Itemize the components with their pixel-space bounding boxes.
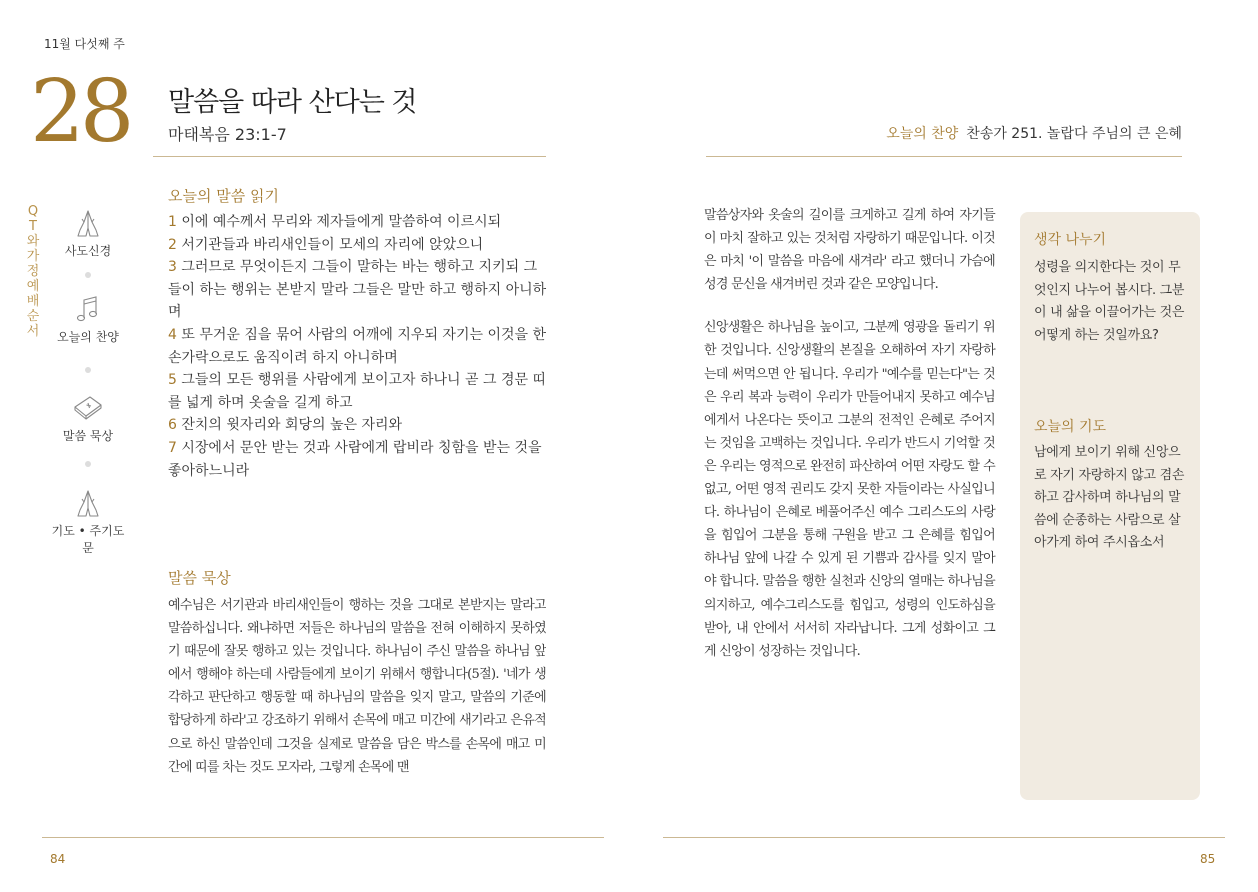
step-divider-dot [85, 461, 91, 467]
sidebar-vertical-label: QT와 가정예배 순서 [26, 204, 44, 339]
page-number-right: 85 [1200, 852, 1216, 866]
header-rule-left [153, 156, 546, 157]
page-title: 말씀을 따라 산다는 것 [168, 87, 417, 118]
scripture-reference: 마태복음 23:1-7 [168, 125, 287, 144]
footer-rule-right [663, 837, 1225, 838]
hymn-label: 오늘의 찬양 [886, 126, 959, 142]
verse-item [168, 234, 548, 257]
continuation-paragraph: 말씀상자와 옷술의 길이를 크게하고 길게 하여 자기들이 마치 잘하고 있는 것처럼 자랑하기 때문입니다. 이것은 마치 '이 말씀을 마음에 새겨라' 라고 했더니 가슴에 성경 문신을 새겨버린 것과 같은 모양입니다. [704, 208, 995, 293]
step-label: 사도신경 [64, 244, 112, 258]
verse-text: 시장에서 문안 받는 것과 사람에게 랍비라 칭함을 받는 것을 좋아하느니라 [168, 439, 542, 479]
meditation-heading: 말씀 묵상 [168, 569, 231, 587]
meditation-body [168, 594, 546, 798]
verse-item [168, 437, 548, 482]
verse-number: 2 [168, 236, 177, 253]
step-label: 말씀 묵상 [62, 429, 114, 443]
verse-number: 3 [168, 259, 177, 276]
day-number: 28 [30, 62, 130, 162]
page-number-left: 84 [50, 852, 66, 866]
music-note-icon [48, 290, 128, 324]
step-hymn [48, 290, 128, 345]
footer-rule-left [42, 837, 604, 838]
step-label: 오늘의 찬양 [57, 330, 119, 344]
share-heading: 생각 나누기 [1034, 232, 1107, 248]
verse-item [168, 324, 548, 369]
step-divider-dot [85, 272, 91, 278]
step-apostles-creed [48, 204, 128, 259]
verse-text: 이에 예수께서 무리와 제자들에게 말씀하여 이르시되 [181, 214, 502, 230]
todays-hymn [886, 123, 1182, 143]
verse-item [168, 256, 548, 324]
hymn-value: 찬송가 251. 놀랍다 주님의 큰 은혜 [966, 126, 1182, 142]
praying-hands-icon [48, 484, 128, 518]
verse-list [168, 211, 548, 482]
prayer-text: 남에게 보이기 위해 신앙으로 자기 자랑하지 않고 겸손하고 감사하며 하나님의 말씀에 순종하는 사람으로 살아가게 하여 주시옵소서 [1034, 445, 1185, 550]
verse-item [168, 414, 548, 437]
reading-heading: 오늘의 말씀 읽기 [168, 187, 279, 205]
step-divider-dot [85, 367, 91, 373]
week-label: 11월 다섯째 주 [44, 37, 125, 51]
meditation-continuation [704, 204, 995, 663]
bible-icon [48, 389, 128, 423]
verse-number: 6 [168, 417, 177, 434]
header-rule-right [706, 156, 1182, 157]
verse-text: 잔치의 윗자리와 회당의 높은 자리와 [181, 417, 403, 434]
step-meditation [48, 389, 128, 444]
verse-text: 또 무거운 짐을 묶어 사람의 어깨에 지우되 자기는 이것을 한 손가락으로도 움직이려 하지 아니하며 [168, 326, 547, 366]
verse-number: 1 [168, 214, 177, 230]
verse-number: 4 [168, 326, 177, 343]
step-label: 기도 • 주기도문 [51, 524, 125, 555]
verse-number: 7 [168, 439, 177, 456]
discussion-prayer-box [1020, 212, 1200, 800]
praying-hands-icon [48, 204, 128, 238]
continuation-paragraph: 신앙생활은 하나님을 높이고, 그분께 영광을 돌리기 위한 것입니다. 신앙생활의 본질을 오해하여 자기 자랑하는데 써먹으면 안 됩니다. 우리가 "예수를 믿는다"는 것은 우리 복과 능력이 우리가 만들어내지 못하고 예수님에게서 나온다는 뜻이고 그분의 전적인 은혜로 주어지는 것임을 고백하는 것입니다. 우리가 반드시 기억할 것은 우리는 영적으로 완전히 파산하여 어떤 자랑도 할 수 없고, 어떤 영적 권리도 갖지 못한 자들이라는 사실입니다. 하나님이 은혜로 베풀어주신 예수 그리스도의 사랑을 힘입어 그분을 통해 구원을 받고 그 은혜를 힘입어 하나님 앞에 나갈 수 있게 된 기쁨과 감사를 잊지 말아야 합니다. 말씀을 행한 실천과 신앙의 열매는 하나님을 의지하고, 예수그리스도를 힘입고, 성령의 인도하심을 받아, 내 안에서 서서히 자라납니다. 그게 성화이고 그게 신앙이 성장하는 것입니다. [704, 320, 995, 659]
verse-text: 서기관들과 바리새인들이 모세의 자리에 앉았으니 [181, 236, 484, 253]
prayer-heading: 오늘의 기도 [1034, 419, 1107, 435]
meditation-text: 예수님은 서기관과 바리새인들이 행하는 것을 그대로 본받지는 말라고 말씀하십니다. 왜냐하면 저들은 하나님의 말씀을 전혀 이해하지 못하였기 때문에 잘못 행하고 있는 것입니다. 하나님이 주신 말씀을 하나님 앞에서 행해야 하는데 사람들에게 보이기 위해서 행합니다(5절). '네가 생각하고 판단하고 행동할 때 하나님의 말씀을 잊지 말고, 말씀의 기준에 합당하게 하라'고 강조하기 위해서 손목에 매고 미간에 새기라고 은유적으로 하신 말씀인데 그것을 실제로 말씀을 담은 박스를 손목에 매고 미간에 띠를 차는 것도 모자라, 그렇게 손목에 맨 [168, 598, 546, 775]
verse-number: 5 [168, 372, 177, 389]
verse-item [168, 211, 548, 234]
share-text: 성령을 의지한다는 것이 무엇인지 나누어 봅시다. 그분이 내 삶을 이끌어가는 것은 어떻게 하는 것일까요? [1034, 260, 1185, 343]
verse-text: 그러므로 무엇이든지 그들이 말하는 바는 행하고 지키되 그들이 하는 행위는 본받지 말라 그들은 말만 하고 행하지 아니하며 [168, 259, 547, 321]
step-prayer [48, 484, 128, 556]
verse-item [168, 369, 548, 414]
verse-text: 그들의 모든 행위를 사람에게 보이고자 하나니 곧 그 경문 띠를 넓게 하며 옷술을 길게 하고 [168, 372, 547, 411]
